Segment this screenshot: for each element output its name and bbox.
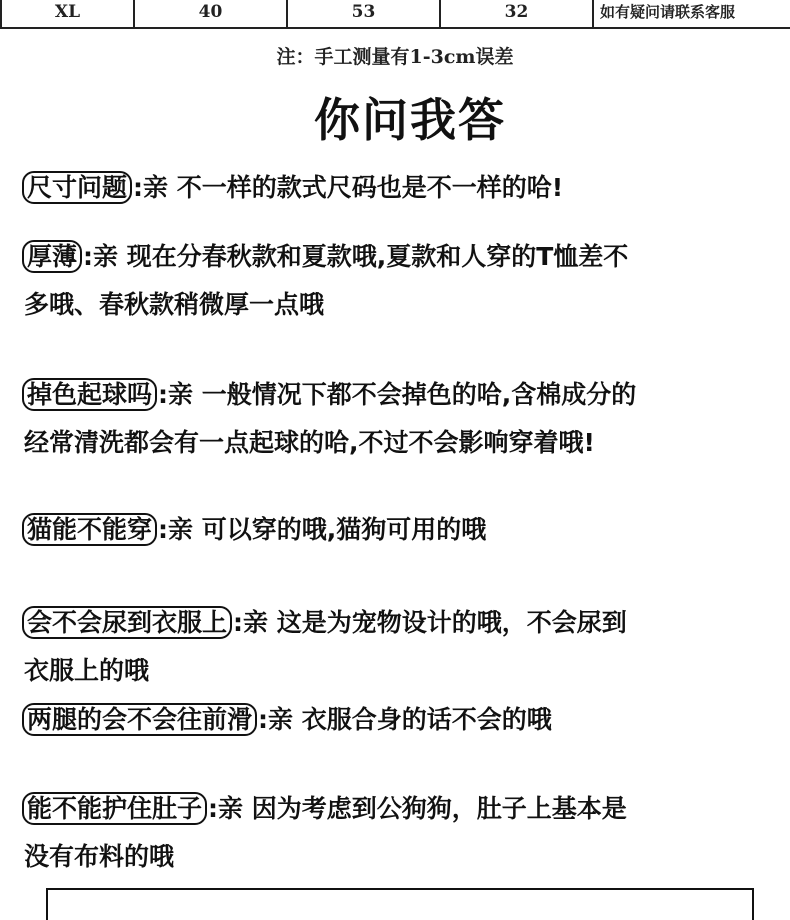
qa-item [22, 233, 782, 329]
qa-item [22, 696, 782, 744]
qa-separator: : [158, 515, 169, 544]
question-label: 能不能护住肚子 [22, 792, 207, 825]
answer-text: 亲 不一样的款式尺码也是不一样的哈! [143, 173, 564, 202]
question-label: 会不会尿到衣服上 [22, 606, 232, 639]
qa-separator: : [83, 242, 94, 271]
size-cell: 53 [288, 0, 441, 27]
qa-separator: : [133, 173, 144, 202]
page-title: 你问我答 [314, 93, 506, 147]
answer-text-continued: 衣服上的哦 [24, 656, 150, 685]
question-label: 两腿的会不会往前滑 [22, 703, 257, 736]
bottom-frame [46, 888, 754, 920]
question-label: 尺寸问题 [22, 171, 132, 204]
question-label: 掉色起球吗 [22, 378, 157, 411]
answer-text: 亲 这是为宠物设计的哦，不会尿到 [243, 608, 627, 637]
size-cell-contact: 如有疑问请联系客服 [600, 3, 736, 21]
answer-text-continued: 多哦、春秋款稍微厚一点哦 [24, 290, 325, 319]
answer-text-continued: 没有布料的哦 [24, 842, 175, 871]
qa-item [22, 506, 782, 554]
question-label: 猫能不能穿 [22, 513, 157, 546]
qa-item [22, 164, 782, 212]
answer-text: 亲 衣服合身的话不会的哦 [268, 705, 552, 734]
answer-text: 亲 现在分春秋款和夏款哦,夏款和人穿的T恤差不 [93, 242, 629, 271]
qa-item [22, 371, 782, 467]
answer-text: 亲 因为考虑到公狗狗，肚子上基本是 [218, 794, 627, 823]
qa-separator: : [208, 794, 219, 823]
question-label: 厚薄 [22, 240, 82, 273]
answer-text: 亲 可以穿的哦,猫狗可用的哦 [168, 515, 487, 544]
size-cell: 40 [135, 0, 288, 27]
qa-item [22, 785, 782, 881]
qa-separator: : [258, 705, 269, 734]
size-cell: 32 [441, 0, 594, 27]
size-cell: XL [0, 0, 135, 27]
answer-text-continued: 经常清洗都会有一点起球的哈,不过不会影响穿着哦! [24, 428, 595, 457]
size-table-row [0, 0, 790, 29]
qa-separator: : [233, 608, 244, 637]
measurement-note: 注：手工测量有1-3cm误差 [276, 46, 514, 68]
qa-item [22, 599, 782, 695]
answer-text: 亲 一般情况下都不会掉色的哈,含棉成分的 [168, 380, 637, 409]
qa-separator: : [158, 380, 169, 409]
